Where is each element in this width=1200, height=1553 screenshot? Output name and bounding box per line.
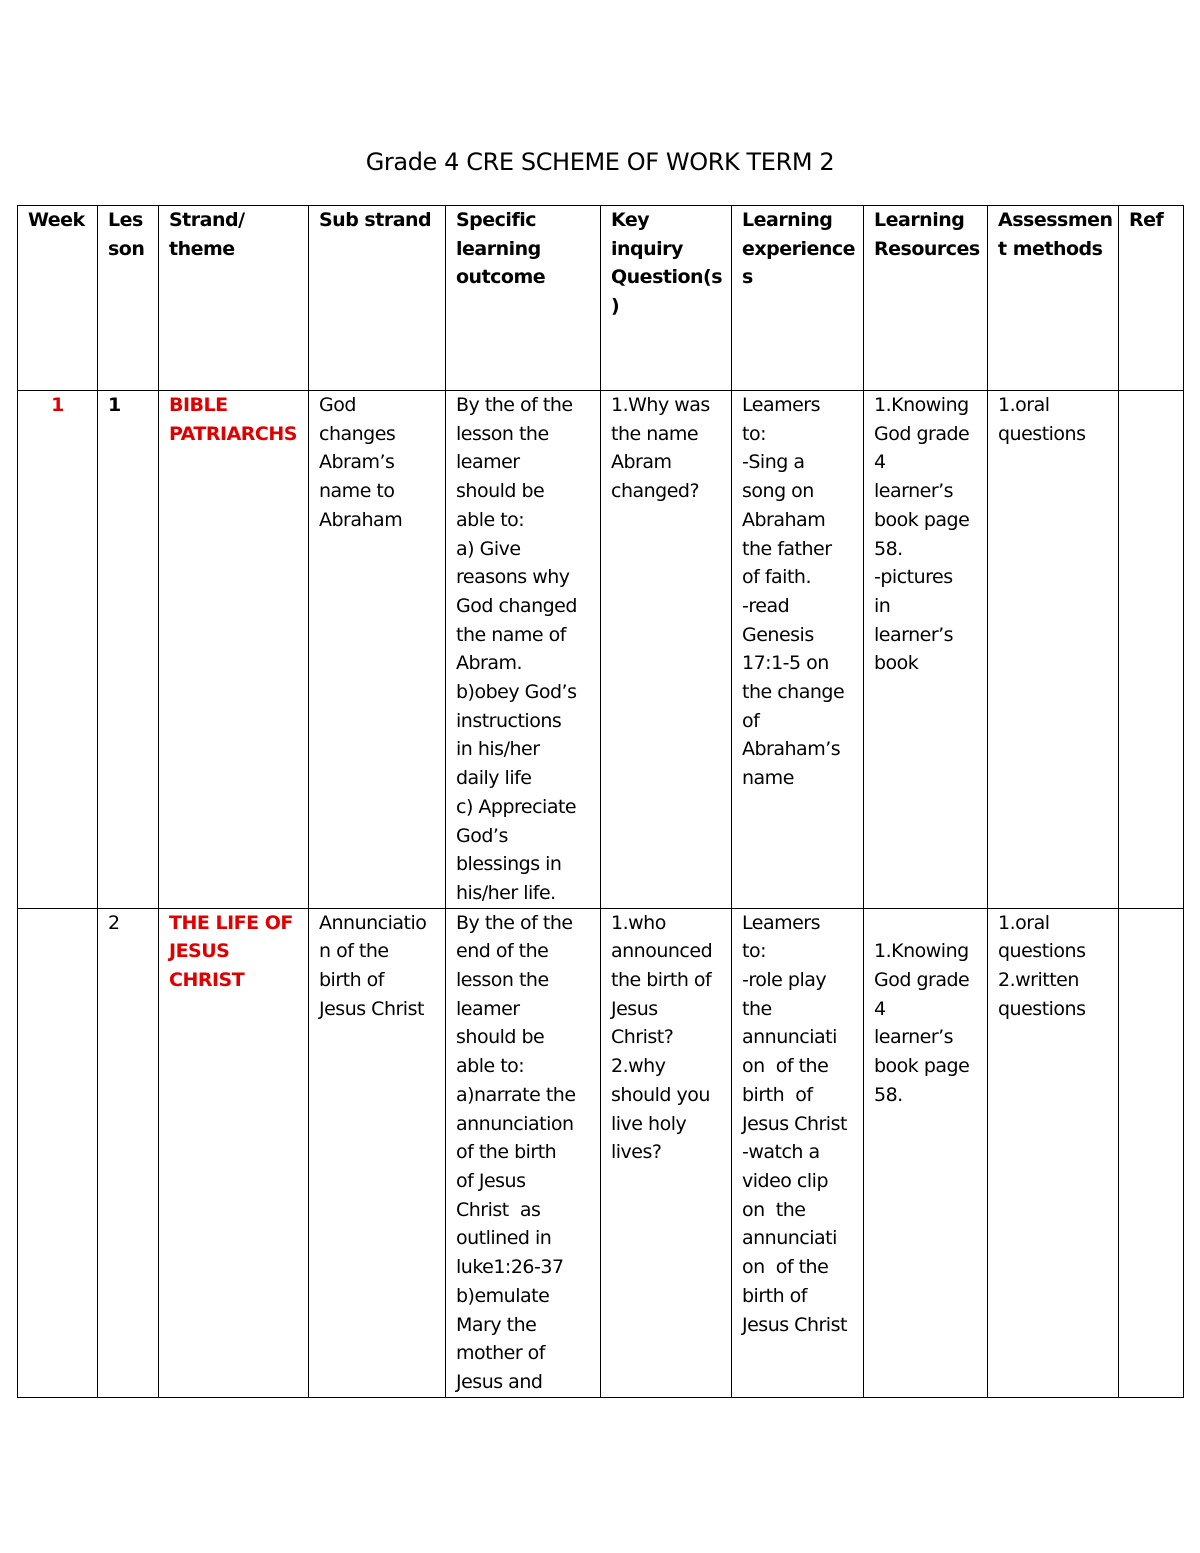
header-learning-resources: Learning Resources	[864, 206, 988, 391]
header-assessment: Assessmen t methods	[988, 206, 1119, 391]
cell-learning-experience: Leamers to: -Sing a song on Abraham the father of faith. -read Genesis 17:1-5 on the change of Abraham’s name	[732, 391, 864, 909]
cell-learning-experience: Leamers to: -role play the annunciati on of the birth of Jesus Christ -watch a video clip on the annunciati on of the birth of Jesus Christ	[732, 908, 864, 1397]
cell-sub-strand: Annunciatio n of the birth of Jesus Christ	[309, 908, 446, 1397]
cell-strand: THE LIFE OF JESUS CHRIST	[159, 908, 309, 1397]
cell-specific-outcome: By the of the end of the lesson the leamer should be able to: a)narrate the annunciation of the birth of Jesus Christ as outlined in luke1:26-37 b)emulate Mary the mother of Jesus and	[446, 908, 601, 1397]
header-key-inquiry: Key inquiry Question(s )	[601, 206, 732, 391]
cell-strand: BIBLE PATRIARCHS	[159, 391, 309, 909]
header-lesson: Les son	[98, 206, 159, 391]
header-specific-outcome: Specific learning outcome	[446, 206, 601, 391]
header-week: Week	[18, 206, 98, 391]
table-row	[18, 908, 1184, 1397]
cell-lesson: 1	[98, 391, 159, 909]
cell-learning-resources: 1.Knowing God grade 4 learner’s book page 58. -pictures in learner’s book	[864, 391, 988, 909]
cell-sub-strand: God changes Abram’s name to Abraham	[309, 391, 446, 909]
table-header-row	[18, 206, 1184, 391]
cell-week: 1	[18, 391, 98, 909]
header-ref: Ref	[1119, 206, 1184, 391]
cell-ref	[1119, 908, 1184, 1397]
cell-week	[18, 908, 98, 1397]
cell-key-inquiry: 1.who announced the birth of Jesus Christ? 2.why should you live holy lives?	[601, 908, 732, 1397]
document-title: Grade 4 CRE SCHEME OF WORK TERM 2	[365, 148, 835, 176]
cell-ref	[1119, 391, 1184, 909]
cell-specific-outcome: By the of the lesson the leamer should be able to: a) Give reasons why God changed the name of Abram. b)obey God’s instructions in his/her daily life c) Appreciate God’s blessings in his/her life.	[446, 391, 601, 909]
table-row	[18, 391, 1184, 909]
header-strand: Strand/ theme	[159, 206, 309, 391]
cell-assessment: 1.oral questions 2.written questions	[988, 908, 1119, 1397]
cell-lesson: 2	[98, 908, 159, 1397]
scheme-of-work-table	[17, 205, 1184, 1398]
cell-learning-resources: 1.Knowing God grade 4 learner’s book page 58.	[864, 908, 988, 1397]
cell-key-inquiry: 1.Why was the name Abram changed?	[601, 391, 732, 909]
header-sub-strand: Sub strand	[309, 206, 446, 391]
header-learning-experience: Learning experience s	[732, 206, 864, 391]
cell-assessment: 1.oral questions	[988, 391, 1119, 909]
